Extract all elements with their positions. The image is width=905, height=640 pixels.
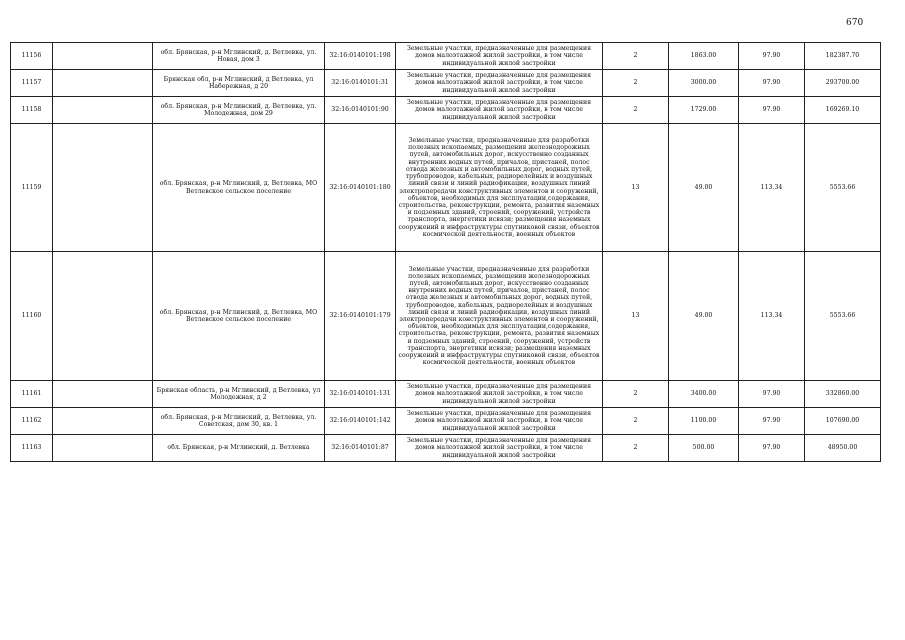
- row-value: 182387.70: [805, 43, 881, 70]
- row-value: 293700.00: [805, 70, 881, 97]
- row-area: 1100.00: [669, 408, 739, 435]
- row-rate: 113.34: [739, 252, 805, 381]
- row-group: 13: [603, 252, 669, 381]
- row-area: 49.00: [669, 124, 739, 252]
- row-purpose: Земельные участки, предназначенные для размещения домов малоэтажной жилой застройки, в том числе индивидуальной жилой застройки: [396, 43, 603, 70]
- page-number: 670: [846, 18, 864, 28]
- row-address: Брянская обл, р-н Мглинский, д Ветлевка, ул Набережная, д 20: [153, 70, 325, 97]
- row-value: 5553.66: [805, 124, 881, 252]
- row-purpose: Земельные участки, предназначенные для разработки полезных ископаемых, размещения железнодорожных путей, автомобильных дорог, искусственно созданных внутренних водных путей, причалов, пристаней, полос отвода железных и автомобильных дорог, водных путей, трубопроводов, кабельных, радиорелейных и воздушных линий связи и линий радиофикации, воздушных линий электропередачи конструктивных элементов и сооружений, объектов, необходимых для эксплуатации,содержания, строительства, реконструкции, ремонта, развития наземных и подземных зданий, строений, сооружений, устройств транспорта, энергетики исвязи; размещения наземных сооружений и инфраструктуры спутниковой связи, объектов космической деятельности, военных объектов: [396, 124, 603, 252]
- empty-cell: [53, 435, 153, 462]
- row-address: обл. Брянская, р-н Мглинский, д. Ветлевка, ул. Советская, дом 30, кв. 1: [153, 408, 325, 435]
- row-group: 2: [603, 97, 669, 124]
- row-cadastral-number: 32:16:0140101:131: [325, 381, 396, 408]
- row-rate: 97.90: [739, 43, 805, 70]
- row-purpose: Земельные участки, предназначенные для размещения домов малоэтажной жилой застройки, в том числе индивидуальной жилой застройки: [396, 381, 603, 408]
- table-row: [11, 97, 881, 124]
- row-group: 2: [603, 381, 669, 408]
- row-id: 11163: [11, 435, 53, 462]
- empty-cell: [53, 124, 153, 252]
- empty-cell: [53, 43, 153, 70]
- row-id: 11162: [11, 408, 53, 435]
- row-id: 11160: [11, 252, 53, 381]
- row-group: 2: [603, 70, 669, 97]
- row-value: 169269.10: [805, 97, 881, 124]
- table-row: [11, 435, 881, 462]
- row-group: 2: [603, 435, 669, 462]
- row-rate: 97.90: [739, 381, 805, 408]
- row-id: 11156: [11, 43, 53, 70]
- row-cadastral-number: 32:16:0140101:87: [325, 435, 396, 462]
- row-group: 13: [603, 124, 669, 252]
- table-row: [11, 43, 881, 70]
- empty-cell: [53, 70, 153, 97]
- row-rate: 113.34: [739, 124, 805, 252]
- row-address: обл. Брянская, р-н Мглинский, д. Ветлевка: [153, 435, 325, 462]
- row-cadastral-number: 32:16:0140101:198: [325, 43, 396, 70]
- row-value: 107690.00: [805, 408, 881, 435]
- land-registry-table: [10, 42, 881, 462]
- row-rate: 97.90: [739, 97, 805, 124]
- row-group: 2: [603, 43, 669, 70]
- row-area: 3400.00: [669, 381, 739, 408]
- row-address: обл. Брянская, р-н Мглинский, д. Ветлевка, ул. Новая, дом 3: [153, 43, 325, 70]
- row-purpose: Земельные участки, предназначенные для размещения домов малоэтажной жилой застройки, в том числе индивидуальной жилой застройки: [396, 408, 603, 435]
- row-area: 1729.00: [669, 97, 739, 124]
- row-id: 11161: [11, 381, 53, 408]
- row-area: 1863.00: [669, 43, 739, 70]
- row-value: 5553.66: [805, 252, 881, 381]
- row-cadastral-number: 32:16:0140101:142: [325, 408, 396, 435]
- row-address: обл. Брянская, р-н Мглинский, д. Ветлевка, МО Ветлевское сельское поселение: [153, 252, 325, 381]
- row-purpose: Земельные участки, предназначенные для размещения домов малоэтажной жилой застройки, в том числе индивидуальной жилой застройки: [396, 70, 603, 97]
- table-row: [11, 408, 881, 435]
- table-row: [11, 252, 881, 381]
- row-address: обл. Брянская, р-н Мглинский, д. Ветлевка, ул. Молодежная, дом 29: [153, 97, 325, 124]
- row-cadastral-number: 32:16:0140101:180: [325, 124, 396, 252]
- row-rate: 97.90: [739, 70, 805, 97]
- row-purpose: Земельные участки, предназначенные для размещения домов малоэтажной жилой застройки, в том числе индивидуальной жилой застройки: [396, 97, 603, 124]
- row-area: 49.00: [669, 252, 739, 381]
- row-purpose: Земельные участки, предназначенные для размещения домов малоэтажной жилой застройки, в том числе индивидуальной жилой застройки: [396, 435, 603, 462]
- row-cadastral-number: 32:16:0140101:90: [325, 97, 396, 124]
- row-group: 2: [603, 408, 669, 435]
- row-area: 500.00: [669, 435, 739, 462]
- row-id: 11159: [11, 124, 53, 252]
- row-cadastral-number: 32:16:0140101:31: [325, 70, 396, 97]
- table-row: [11, 124, 881, 252]
- row-id: 11157: [11, 70, 53, 97]
- table-row: [11, 70, 881, 97]
- row-value: 332860.00: [805, 381, 881, 408]
- empty-cell: [53, 97, 153, 124]
- row-id: 11158: [11, 97, 53, 124]
- empty-cell: [53, 381, 153, 408]
- empty-cell: [53, 252, 153, 381]
- row-purpose: Земельные участки, предназначенные для разработки полезных ископаемых, размещения железнодорожных путей, автомобильных дорог, искусственно созданных внутренних водных путей, причалов, пристаней, полос отвода железных и автомобильных дорог, водных путей, трубопроводов, кабельных, радиорелейных и воздушных линий связи и линий радиофикации, воздушных линий электропередачи конструктивных элементов и сооружений, объектов, необходимых для эксплуатации,содержания, строительства, реконструкции, ремонта, развития наземных и подземных зданий, строений, сооружений, устройств транспорта, энергетики исвязи; размещения наземных сооружений и инфраструктуры спутниковой связи, объектов космической деятельности, военных объектов: [396, 252, 603, 381]
- table-row: [11, 381, 881, 408]
- row-rate: 97.90: [739, 408, 805, 435]
- row-area: 3000.00: [669, 70, 739, 97]
- row-rate: 97.90: [739, 435, 805, 462]
- row-cadastral-number: 32:16:0140101:179: [325, 252, 396, 381]
- row-value: 48950.00: [805, 435, 881, 462]
- row-address: обл. Брянская, р-н Мглинский, д. Ветлевка, МО Ветлевское сельское поселение: [153, 124, 325, 252]
- row-address: Брянская область, р-н Мглинский, д Ветлевка, ул Молодежная, д 2: [153, 381, 325, 408]
- empty-cell: [53, 408, 153, 435]
